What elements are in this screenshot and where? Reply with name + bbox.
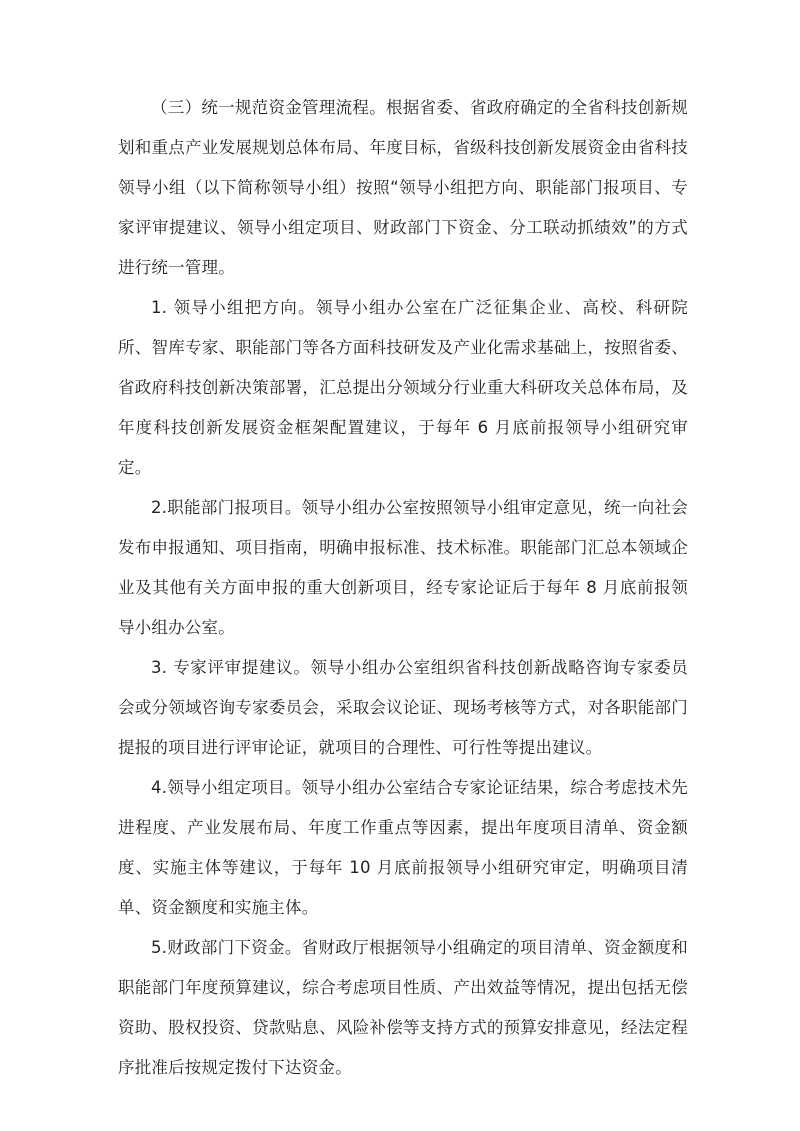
paragraph-item-4: 4.领导小组定项目。领导小组办公室结合专家论证结果，综合考虑技术先进程度、产业发展布局、年度工作重点等因素，提出年度项目清单、资金额度、实施主体等建议，于每年 10 月底前报领导小组研究审定，明确项目清单、资金额度和实施主体。 xyxy=(118,778,688,917)
document-body xyxy=(118,88,688,1088)
paragraph-item-2: 2.职能部门报项目。领导小组办公室按照领导小组审定意见，统一向社会发布申报通知、项目指南，明确申报标准、技术标准。职能部门汇总本领域企业及其他有关方面申报的重大创新项目，经专家论证后于每年 8 月底前报领导小组办公室。 xyxy=(118,498,688,637)
paragraph-intro: （三）统一规范资金管理流程。根据省委、省政府确定的全省科技创新规划和重点产业发展规划总体布局、年度目标，省级科技创新发展资金由省科技领导小组（以下简称领导小组）按照“领导小组把方向、职能部门报项目、专家评审提建议、领导小组定项目、财政部门下资金、分工联动抓绩效”的方式进行统一管理。 xyxy=(118,98,688,277)
paragraph-item-5: 5.财政部门下资金。省财政厅根据领导小组确定的项目清单、资金额度和职能部门年度预算建议，综合考虑项目性质、产出效益等情况，提出包括无偿资助、股权投资、贷款贴息、风险补偿等支持方式的预算安排意见，经法定程序批准后按规定拨付下达资金。 xyxy=(118,938,688,1077)
paragraph-item-1: 1. 领导小组把方向。领导小组办公室在广泛征集企业、高校、科研院所、智库专家、职能部门等各方面科技研发及产业化需求基础上，按照省委、省政府科技创新决策部署，汇总提出分领域分行业重大科研攻关总体布局，及年度科技创新发展资金框架配置建议，于每年 6 月底前报领导小组研究审定。 xyxy=(118,298,688,477)
paragraph-item-3: 3. 专家评审提建议。领导小组办公室组织省科技创新战略咨询专家委员会或分领域咨询专家委员会，采取会议论证、现场考核等方式，对各职能部门提报的项目进行评审论证，就项目的合理性、可行性等提出建议。 xyxy=(118,658,688,757)
